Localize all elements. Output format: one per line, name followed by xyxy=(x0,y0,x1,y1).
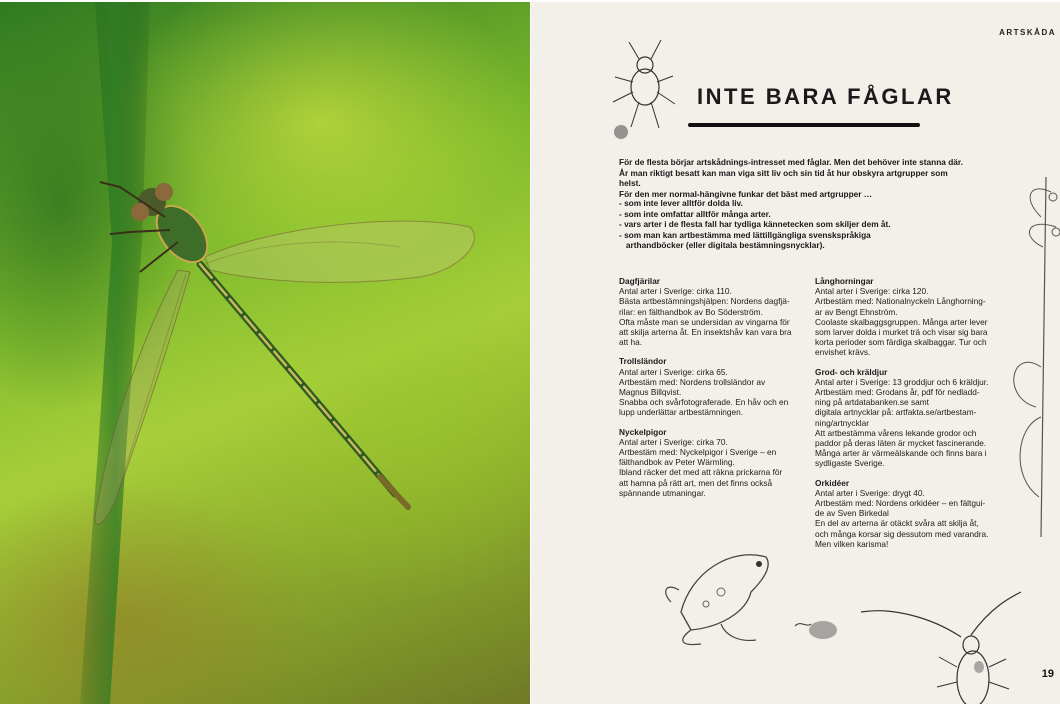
entry-heading: Dagfjärilar xyxy=(619,276,661,286)
right-column xyxy=(815,276,1005,558)
criteria-list xyxy=(619,198,949,251)
list-item: - vars arter i de flesta fall har tydliga kännetecken som skiljer dem åt. xyxy=(619,219,891,229)
list-item: - som inte omfattar alltför många arter. xyxy=(619,208,771,219)
dragonfly-illustration xyxy=(0,2,530,704)
page-number: 19 xyxy=(1041,668,1054,680)
list-item: - som inte lever alltför dolda liv. xyxy=(619,198,743,208)
entry-body: Antal arter i Sverige: drygt 40. Artbestäm med: Nordens orkidéer – en fältgui- de av Sven Birkedal En del av arterna är otäckt svåra att skilja åt, och många korsar sig dessutom med varandra. Men vilken karisma! xyxy=(815,487,989,549)
beetle-drawing-icon xyxy=(603,32,683,142)
species-entry xyxy=(815,478,1005,549)
entry-heading: Nyckelpigor xyxy=(619,426,667,437)
longhorn-beetle-drawing-icon xyxy=(861,587,1021,704)
entry-heading: Trollsländor xyxy=(619,356,667,367)
entry-body: Antal arter i Sverige: cirka 110. Bästa artbestämningshjälpen: Nordens dagfjä- rilar: en fälthandbok av Bo Söderström. Ofta måste man se undersidan av vingarna för att skilja arterna åt. En insektshåv kan vara bra att ha. xyxy=(619,286,792,348)
article-page xyxy=(531,2,1060,704)
orchid-drawing-icon xyxy=(1001,177,1060,537)
species-entry xyxy=(619,427,809,498)
section-tag: ARTSKÅDA xyxy=(999,28,1056,37)
entry-body: Antal arter i Sverige: 13 groddjur och 6 kräldjur. Artbestäm med: Grodans år, pdf för nedladd- ning på artdatabanken.se samt digitala artnycklar på: artfakta.se/artbestam- ning/artnycklar Att artbestämma vårens lekande grodor och paddor på deras läten är mycket fascinerande. Många arter är värmeälskande och finns bara i sydligaste Sverige. xyxy=(815,376,989,469)
entry-body: Antal arter i Sverige: cirka 120. Artbestäm med: Nationalnyckeln Långhorning- ar av Bengt Ehnström. Coolaste skalbaggsgruppen. Många arter lever som larver dolda i murket trä och visar sig bara korta perioder som färdiga skalbaggar. Tur och envishet krävs. xyxy=(815,286,988,358)
entry-heading: Grod- och kräldjur xyxy=(815,366,888,377)
entry-heading: Orkidéer xyxy=(815,477,850,488)
title-underline xyxy=(688,123,920,127)
dragonfly-photo xyxy=(0,2,530,704)
list-item: - som man kan artbestämma med lättillgängliga svenskspråkiga arthandböcker (eller digitala bestämningsnycklar). xyxy=(619,229,871,250)
entry-heading: Långhorningar xyxy=(815,276,874,286)
ink-splash-icon xyxy=(793,614,843,644)
species-entry xyxy=(619,356,809,417)
entry-body: Antal arter i Sverige: cirka 65. Artbestäm med: Nordens trollsländor av Magnus Billqvist. Snabba och svårfotograferade. En håv och en lupp underlättar artbestämningen. xyxy=(619,366,789,418)
species-entry xyxy=(815,276,1005,358)
page-title: INTE BARA FÅGLAR xyxy=(697,84,954,109)
entry-body: Antal arter i Sverige: cirka 70. Artbestäm med: Nyckelpigor i Sverige – en fälthandbok av Peter Wärmling. Ibland räcker det med att räkna prickarna för att hamna på rätt art, men det finns också spännande utmaningar. xyxy=(619,436,783,498)
left-column xyxy=(619,276,809,507)
intro-paragraph xyxy=(619,157,969,199)
species-entry xyxy=(815,367,1005,469)
intro-text: För de flesta börjar artskådnings-intresset med fåglar. Men det behöver inte stanna där. År man riktigt besatt kan man viga sitt liv och sin tid åt hur obskyra artgrupper som helst. För den mer normal-hängivne funkar det bäst med artgrupper … xyxy=(619,157,963,199)
species-entry xyxy=(619,276,809,347)
frog-drawing-icon xyxy=(661,542,781,652)
